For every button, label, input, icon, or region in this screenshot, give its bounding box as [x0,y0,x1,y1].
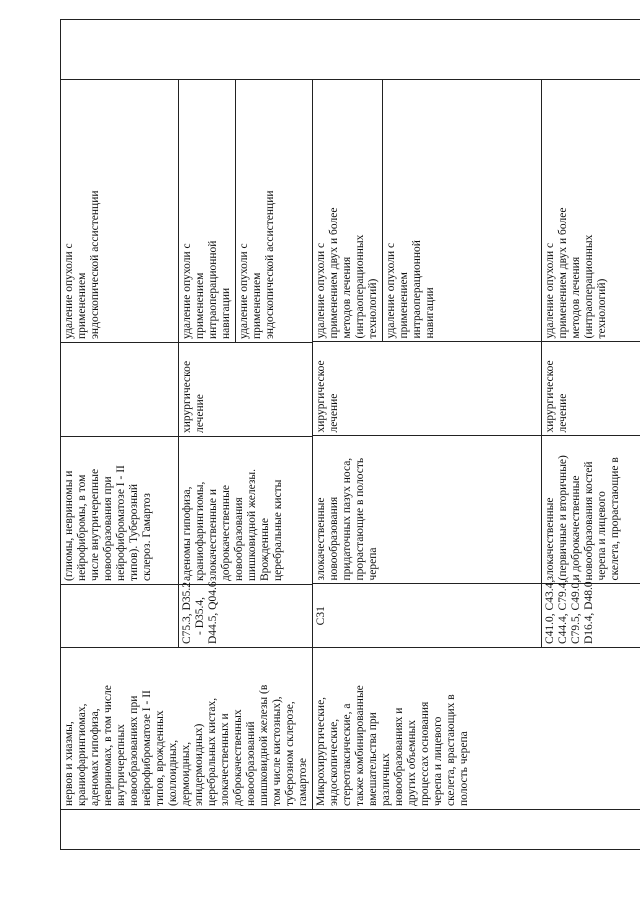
method-item: удаление опухоли с применением эндоскопической ассистенции [238,190,276,339]
method-cell: удаление опухоли с применением двух и более методов лечения (интраоперационных технологий) [541,79,640,342]
subrows-cell [313,80,640,648]
code-cell: C31 [313,584,541,647]
diagnosis-cell: злокачественные (первичные и вторичные) и доброкачественные новообразования костей черепа и лицевого скелета, прорастающие в [541,436,640,584]
table-row [313,79,541,647]
code-cell: C75.3, D35.2 - D35.4, D44.5, Q04.6 [179,585,313,648]
method-cell [313,79,541,342]
method-cell: удаление опухоли с применением эндоскопической ассистенции [61,80,179,343]
code-cell: C41.0, C43.4, C44.4, C79.4, C79.5, C49.0, D16.4, D48.0 [541,584,640,647]
blank-cell [61,20,640,80]
code-cell [61,585,179,648]
diagnosis-cell: аденомы гипофиза, краниофарингиомы, злокачественные и доброкачественные новообразования шишковидной железы. Врожденные церебральные кисты [179,437,313,585]
number-cell [61,810,640,850]
table-row [541,79,640,647]
table-row [61,20,179,850]
treatment-cell: хирургическое лечение [541,342,640,436]
treatment-cell: хирургическое лечение [179,343,313,437]
diagnosis-cell: злокачественные новообразования придаточных пазух носа, прорастающие в полость черепа [313,436,541,584]
description-cell: нервов и хиазмы, краниофарингиомах, аденомах гипофиза, невриномах, в том числе внутричерепных новообразованиях при нейрофиброматозе I - II типов, врожденных (коллоидных, дермоидных, эпидермоидных) церебральных кистах, злокачественных и доброкачественных новообразований шишковидной железы (в том числе кистозных), туберозном склерозе, гамартозе [61,648,313,810]
rotated-page [60,20,621,850]
method-item: удаление опухоли с применением интраоперационной навигации [385,240,436,339]
medical-care-table [60,19,640,850]
treatment-cell: хирургическое лечение [313,342,541,436]
method-cell [179,80,313,343]
treatment-cell [61,343,179,437]
description-cell: Микрохирургические, эндоскопические, стереотаксические, а также комбинированные вмешательства при различных новообразованиях и других объемных процессах основания черепа и лицевого скелета, врастающих в полость черепа [313,648,640,810]
diagnosis-cell: (глиомы, невриномы и нейрофибромы, в том числе внутричерепные новообразования при нейрофиброматозе I - II типов). Туберозный склероз. Гамартоз [61,437,179,585]
method-item: удаление опухоли с применением интраоперационной навигации [179,80,236,342]
table-row [313,20,640,850]
method-item: удаление опухоли с применением двух и более методов лечения (интраоперационных технологий) [313,79,383,342]
subrows-table [313,79,640,647]
